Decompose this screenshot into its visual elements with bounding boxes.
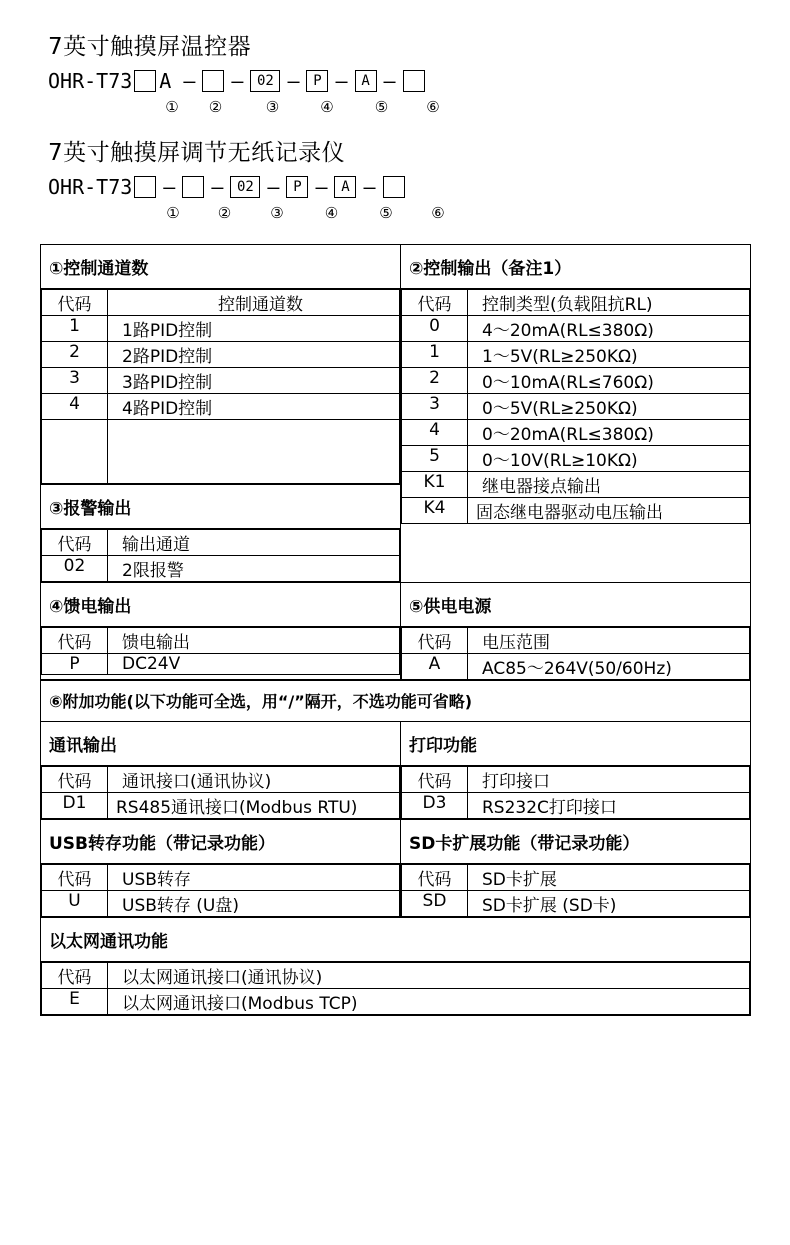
cell-code: 2 (42, 342, 108, 368)
marker-3: ③ (270, 204, 284, 222)
table-row (42, 989, 750, 1015)
cell-desc: 2路PID控制 (108, 342, 400, 368)
cell-desc: 继电器接点输出 (468, 472, 750, 498)
section-4-table (41, 627, 400, 675)
group-ethernet-table (41, 962, 750, 1015)
table-row (402, 472, 750, 498)
table-header-row (42, 963, 750, 989)
marker-1: ① (166, 204, 180, 222)
code-label-a: A (159, 69, 172, 93)
dash-icon: – (315, 175, 328, 199)
table-row (402, 368, 750, 394)
cell-code: K4 (402, 498, 468, 524)
table-header-row (402, 865, 750, 891)
cell-section5 (401, 582, 751, 680)
dash-icon: – (363, 175, 376, 199)
group-title-print: 打印功能 (401, 722, 750, 766)
table-row (402, 316, 750, 342)
table-header-row (42, 530, 400, 556)
cell-desc: RS485通讯接口(Modbus RTU) (108, 793, 400, 819)
code-box-2-5: A (334, 176, 356, 198)
group-title-comm: 通讯输出 (41, 722, 400, 766)
code-box-1-4: P (306, 70, 328, 92)
table-row (42, 556, 400, 582)
section-3-table (41, 529, 400, 582)
group-print-table (401, 766, 750, 819)
dash-icon: – (267, 175, 280, 199)
cell-code: 4 (402, 420, 468, 446)
cell-code: 1 (402, 342, 468, 368)
dash-icon: – (287, 69, 300, 93)
cell-code: 4 (42, 394, 108, 420)
cell-section6-title (41, 680, 751, 722)
table-row (42, 316, 400, 342)
cell-code: P (42, 653, 108, 674)
table-header-row (42, 767, 400, 793)
marker-6: ⑥ (426, 98, 440, 116)
section-5-title: ⑤供电电源 (401, 583, 750, 627)
cell-desc: 1路PID控制 (108, 316, 400, 342)
model-code-row-2 (48, 173, 750, 203)
cell-code: 2 (402, 368, 468, 394)
cell-group-print (401, 722, 751, 820)
col-desc: SD卡扩展 (468, 865, 750, 891)
cell-section4 (41, 582, 401, 680)
table-row (402, 394, 750, 420)
marker-5: ⑤ (374, 98, 389, 116)
cell-desc: USB转存 (U盘) (108, 891, 400, 917)
cell-desc: 0～20mA(RL≤380Ω) (468, 420, 750, 446)
table-header-row (42, 627, 400, 653)
cell-code: 0 (402, 316, 468, 342)
marker-4: ④ (320, 98, 334, 116)
cell-code: SD (402, 891, 468, 917)
section-1 (41, 245, 400, 484)
section-6-title: ⑥附加功能(以下功能可全选，用“/”隔开，不选功能可省略) (49, 692, 473, 711)
dash-icon: – (383, 69, 396, 93)
code-box-1-1 (134, 70, 156, 92)
spec-table-bottom (40, 679, 750, 1016)
cell-code: A (402, 653, 468, 679)
cell-desc: RS232C打印接口 (468, 793, 750, 819)
marker-2: ② (208, 98, 223, 116)
cell-code: U (42, 891, 108, 917)
code-box-1-3: 02 (250, 70, 280, 92)
cell-desc: 3路PID控制 (108, 368, 400, 394)
group-title-sd: SD卡扩展功能（带记录功能） (401, 820, 750, 864)
marker-5: ⑤ (379, 204, 393, 222)
model-marker-row-1 (48, 98, 750, 124)
cell-desc: 1～5V(RL≥250KΩ) (468, 342, 750, 368)
table-header-row (402, 290, 750, 316)
marker-2: ② (217, 204, 232, 222)
col-code: 代码 (42, 290, 108, 316)
col-desc: USB转存 (108, 865, 400, 891)
cell-group-comm (41, 722, 401, 820)
table-row (42, 342, 400, 368)
table-row (42, 891, 400, 917)
model-prefix-2: OHR-T73 (48, 175, 133, 199)
group-title-usb: USB转存功能（带记录功能） (41, 820, 400, 864)
group-comm-table (41, 766, 400, 819)
cell-desc: DC24V (108, 653, 400, 674)
col-code: 代码 (402, 290, 468, 316)
dash-icon: – (183, 69, 196, 93)
group-usb-table (41, 864, 400, 917)
cell-desc: 0～5V(RL≥250KΩ) (468, 394, 750, 420)
cell-desc: SD卡扩展 (SD卡) (468, 891, 750, 917)
dash-icon: – (335, 69, 348, 93)
section-2-table (401, 289, 750, 524)
code-box-2-3: 02 (230, 176, 260, 198)
dash-icon: – (163, 175, 176, 199)
cell-code: 3 (42, 368, 108, 394)
group-title-ethernet: 以太网通讯功能 (41, 918, 750, 962)
section-1-title: ①控制通道数 (41, 245, 400, 289)
marker-6: ⑥ (431, 204, 445, 222)
dash-icon: – (211, 175, 224, 199)
code-box-1-6 (403, 70, 425, 92)
marker-4: ④ (324, 204, 339, 222)
code-box-2-4: P (286, 176, 308, 198)
marker-3: ③ (265, 98, 280, 116)
cell-desc: 4～20mA(RL≤380Ω) (468, 316, 750, 342)
cell-code: 5 (402, 446, 468, 472)
table-row (402, 793, 750, 819)
code-box-1-2 (202, 70, 224, 92)
model-marker-row-2 (48, 204, 750, 230)
spec-table-top (40, 244, 750, 583)
table-row-filler (42, 420, 400, 484)
table-row (402, 498, 750, 524)
cell-section1-3 (41, 245, 401, 583)
cell-code: D3 (402, 793, 468, 819)
cell-code: E (42, 989, 108, 1015)
table-row (402, 446, 750, 472)
section-3-title: ③报警输出 (41, 485, 400, 529)
col-code: 代码 (402, 627, 468, 653)
col-desc: 控制类型(负载阻抗RL) (468, 290, 750, 316)
model-prefix-1: OHR-T73 (48, 69, 133, 93)
col-code: 代码 (402, 767, 468, 793)
col-code: 代码 (42, 627, 108, 653)
marker-1: ① (165, 98, 179, 116)
code-box-2-2 (182, 176, 204, 198)
cell-desc: 0～10V(RL≥10KΩ) (468, 446, 750, 472)
table-header-row (402, 627, 750, 653)
table-row (42, 653, 400, 674)
section-1-table (41, 289, 400, 484)
spec-table-mid (40, 582, 750, 681)
cell-code: 1 (42, 316, 108, 342)
cell-code: 02 (42, 556, 108, 582)
code-box-1-5: A (355, 70, 377, 92)
cell-code: D1 (42, 793, 108, 819)
table-row (42, 394, 400, 420)
model-block-1 (40, 28, 750, 124)
cell-code: 3 (402, 394, 468, 420)
col-code: 代码 (42, 530, 108, 556)
cell-desc: AC85～264V(50/60Hz) (468, 653, 750, 679)
section-5-table (401, 627, 750, 680)
dash-icon: – (231, 69, 244, 93)
col-desc: 控制通道数 (108, 290, 400, 316)
cell-desc: 以太网通讯接口(Modbus TCP) (108, 989, 750, 1015)
table-row (402, 653, 750, 679)
col-code: 代码 (42, 865, 108, 891)
table-row (402, 420, 750, 446)
page-title-2: 7英寸触摸屏调节无纸记录仪 (48, 140, 346, 166)
cell-desc: 0～10mA(RL≤760Ω) (468, 368, 750, 394)
cell-group-ethernet (41, 918, 751, 1016)
cell-group-sd (401, 820, 751, 918)
page-title-1: 7英寸触摸屏温控器 (48, 34, 252, 60)
col-code: 代码 (42, 963, 108, 989)
table-row (42, 368, 400, 394)
col-desc: 馈电输出 (108, 627, 400, 653)
section-2 (401, 245, 750, 524)
table-row (402, 342, 750, 368)
code-box-2-6 (383, 176, 405, 198)
cell-section2 (401, 245, 751, 583)
section-3 (41, 484, 400, 582)
table-row (402, 891, 750, 917)
group-sd-table (401, 864, 750, 917)
col-code: 代码 (42, 767, 108, 793)
table-header-row (42, 290, 400, 316)
code-box-2-1 (134, 176, 156, 198)
col-desc: 打印接口 (468, 767, 750, 793)
cell-code: K1 (402, 472, 468, 498)
col-code: 代码 (402, 865, 468, 891)
cell-desc: 4路PID控制 (108, 394, 400, 420)
col-desc: 通讯接口(通讯协议) (108, 767, 400, 793)
table-header-row (42, 865, 400, 891)
col-desc: 电压范围 (468, 627, 750, 653)
table-header-row (402, 767, 750, 793)
model-block-2 (40, 134, 750, 230)
col-desc: 以太网通讯接口(通讯协议) (108, 963, 750, 989)
model-code-row-1 (48, 67, 750, 97)
cell-group-usb (41, 820, 401, 918)
table-row (42, 793, 400, 819)
section-4-title: ④馈电输出 (41, 583, 400, 627)
cell-desc: 2限报警 (108, 556, 400, 582)
col-desc: 输出通道 (108, 530, 400, 556)
section-2-title: ②控制输出（备注1） (401, 245, 750, 289)
cell-desc: 固态继电器驱动电压输出 (468, 498, 750, 524)
